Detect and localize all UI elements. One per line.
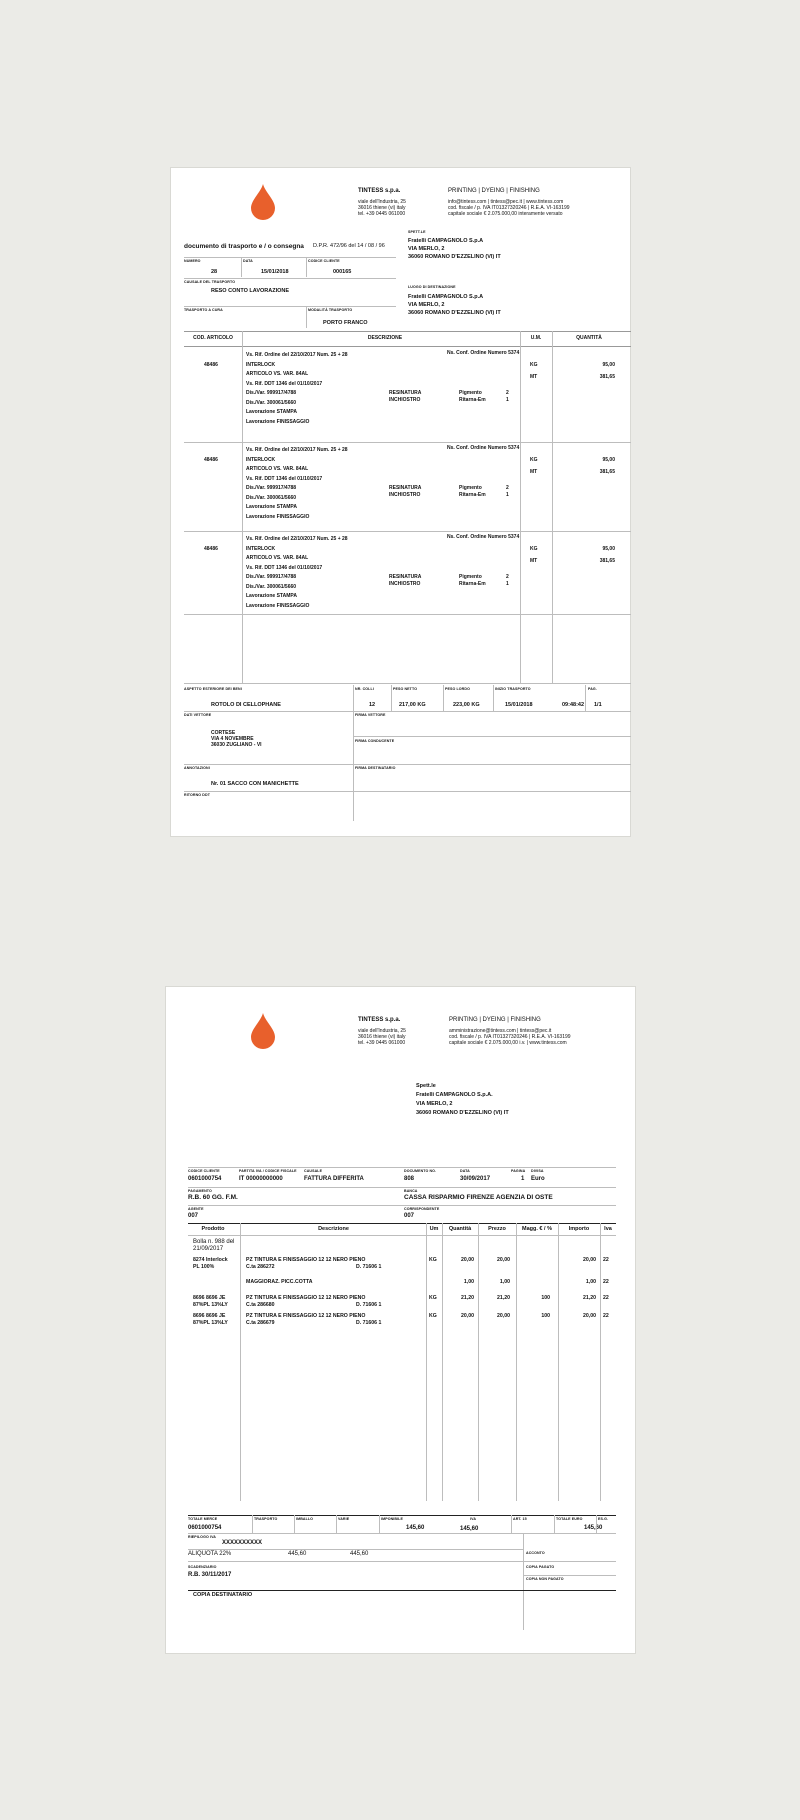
row-vat: 22: [603, 1313, 609, 1319]
row-price: 20,00: [497, 1313, 510, 1319]
tintess-logo-drop-icon: [251, 1013, 275, 1049]
item-um-2: MT: [530, 374, 538, 380]
copia-non-pagato-label: COPIA NON PAGATO: [526, 1577, 564, 1581]
item-quantity-2: 381,65: [599, 374, 615, 380]
row-surcharge: 100: [541, 1313, 550, 1319]
item-um-1: KG: [530, 457, 538, 463]
piva-value: IT 00000000000: [239, 1176, 283, 1182]
copia-destinatario: COPIA DESTINATARIO: [193, 1592, 253, 1598]
item-description-line: Dis./Var. 999917/4788: [246, 574, 297, 580]
firma-conducente-label: FIRMA CONDUCENTE: [355, 739, 395, 743]
ddt-client-code: 000165: [333, 269, 352, 275]
scadenziario-label: SCADENZIARIO: [188, 1565, 217, 1569]
item-component-count-2: 1: [506, 397, 509, 403]
pagina-label: PAGINA: [511, 1169, 526, 1173]
pagamento-label: PAGAMENTO: [188, 1189, 212, 1193]
row-price: 1,00: [499, 1279, 510, 1285]
row-vat: 22: [603, 1257, 609, 1263]
company-capital: capitale sociale € 2.075.000,00 interamente versato: [448, 211, 563, 217]
recipient-name: Fratelli CAMPAGNOLO S.p.A: [408, 238, 484, 244]
item-quantity-1: 95,00: [602, 362, 615, 368]
row-product-line: PL 100%: [193, 1264, 215, 1270]
colli-label: NR. COLLI: [355, 687, 374, 691]
row-vat: 22: [603, 1295, 609, 1301]
invoice-sheet: [165, 986, 636, 1654]
company-capital: capitale sociale € 2.075.000,00 i.v. | www.tintess.com: [449, 1040, 567, 1046]
row-um: KG: [429, 1295, 437, 1301]
item-description-line: ARTICOLO VS. VAR. 84AL: [246, 466, 309, 472]
document-dpr: D.P.R. 472/96 del 14 / 08 / 96: [313, 243, 385, 249]
item-code: 48486: [204, 546, 218, 552]
row-description-line: PZ TINTURA E FINISSAGGIO 12 12 NERO PIENO: [246, 1257, 366, 1263]
corrispondente-value: 007: [404, 1213, 415, 1219]
row-reference: D. 71606 1: [356, 1320, 382, 1326]
ddt-date: 15/01/2018: [261, 269, 289, 275]
recipient-city: 36060 ROMANO D'EZZELINO (VI) IT: [416, 1110, 509, 1116]
item-description-line: ARTICOLO VS. VAR. 84AL: [246, 555, 309, 561]
item-description-line: Dis./Var. 999917/4788: [246, 390, 297, 396]
item-material-2: INCHIOSTRO: [389, 492, 421, 498]
row-reference: D. 71606 1: [356, 1302, 382, 1308]
item-material-2: INCHIOSTRO: [389, 397, 421, 403]
col-header-um: U.M.: [530, 335, 542, 341]
divisa-label: DIVISA: [531, 1169, 544, 1173]
col-header-description: Descrizione: [318, 1226, 349, 1232]
item-component-2: Ritarna-Em: [459, 397, 486, 403]
spett-label: Spett.le: [416, 1083, 436, 1089]
data-value: 30/09/2017: [460, 1176, 491, 1182]
vettore-label: DATI VETTORE: [184, 713, 212, 717]
item-material-2: INCHIOSTRO: [389, 581, 421, 587]
item-description-line: Vs. Rif. Ordine del 22/10/2017 Num. 25 + 28: [246, 447, 348, 453]
varie-label: VARIE: [338, 1517, 350, 1521]
trasporto-label: TRASPORTO A CURA: [184, 308, 223, 312]
item-description-line: Dis./Var. 300061/5660: [246, 494, 297, 501]
item-description-line: INTERLOCK: [246, 361, 276, 368]
causale-value: RESO CONTO LAVORAZIONE: [211, 288, 290, 294]
company-address-1: viale dell'Industria, 25: [358, 199, 406, 205]
riepilogo-value-1: 445,60: [288, 1551, 307, 1557]
item-description-line: Vs. Rif. Ordine del 22/10/2017 Num. 25 + 28: [246, 536, 348, 542]
documento-label: DOCUMENTO NO.: [404, 1169, 437, 1173]
item-component-count-1: 2: [506, 574, 509, 580]
row-product-line: 8696 8696 JE: [193, 1313, 226, 1319]
item-confirmation: Ns. Conf. Ordine Numero 5374: [447, 534, 520, 540]
copia-pagato-label: COPIA PAGATO: [526, 1565, 555, 1569]
transport-document-sheet: [170, 167, 631, 837]
row-price: 20,00: [497, 1257, 510, 1263]
col-header-amount: Importo: [568, 1226, 590, 1232]
ddt-number: 28: [211, 269, 218, 275]
item-description-line: Lavorazione STAMPA: [246, 409, 297, 415]
pag-label: PAG.: [588, 687, 597, 691]
item-component-count-2: 1: [506, 492, 509, 498]
row-reference: D. 71606 1: [356, 1264, 382, 1270]
item-material-1: RESINATURA: [389, 485, 422, 491]
row-description-line: C.ta 286272: [246, 1264, 275, 1270]
riepilogo-label: RIEPILOGO IVA: [188, 1535, 216, 1539]
recipient-city: 36060 ROMANO D'EZZELINO (VI) IT: [408, 254, 501, 260]
inizio-trasporto-time: 09:48:42: [562, 702, 585, 708]
item-description-line: INTERLOCK: [246, 456, 276, 463]
aspetto-label: ASPETTO ESTERIORE DEI BENI: [184, 687, 242, 691]
row-amount: 20,00: [583, 1313, 596, 1319]
company-contacts: amministrazione@tintess.com | tintess@pec.it: [449, 1028, 552, 1034]
documento-value: 808: [404, 1176, 415, 1182]
company-address-1: viale dell'Industria, 25: [358, 1028, 406, 1034]
row-product-line: 8274 Interlock: [193, 1257, 228, 1263]
row-vat: 22: [603, 1279, 609, 1285]
inizio-trasporto-date: 15/01/2018: [505, 702, 533, 708]
item-description-line: Dis./Var. 999917/4788: [246, 485, 297, 491]
imponibile-label: IMPONIBILE: [381, 1517, 403, 1521]
row-amount: 1,00: [585, 1279, 596, 1285]
imballo-label: IMBALLO: [296, 1517, 314, 1521]
item-component-2: Ritarna-Em: [459, 581, 486, 587]
iva-label: IVA: [470, 1517, 477, 1521]
codice-cliente-label: CODICE CLIENTE: [188, 1169, 220, 1173]
row-description-line: C.ta 286679: [246, 1320, 275, 1326]
item-description-line: Lavorazione FINISSAGGIO: [246, 602, 310, 609]
item-um-2: MT: [530, 469, 538, 475]
col-header-quantity: Quantità: [448, 1226, 472, 1232]
peso-netto-value: 217,00 KG: [399, 702, 426, 708]
company-name: TINTESS s.p.a.: [358, 1017, 401, 1023]
aliquota-value: ALIQUOTA 22%: [188, 1551, 232, 1557]
company-services: PRINTING | DYEING | FINISHING: [449, 1017, 541, 1023]
annotazioni-value: Nr. 01 SACCO CON MANICHETTE: [211, 781, 299, 787]
agente-value: 007: [188, 1213, 199, 1219]
vettore-street: VIA 4 NOVEMBRE: [211, 736, 254, 742]
riepilogo-value-2: 445,60: [350, 1551, 369, 1557]
item-description-line: INTERLOCK: [246, 545, 276, 552]
row-amount: 20,00: [583, 1257, 596, 1263]
row-price: 21,20: [497, 1295, 510, 1301]
peso-lordo-value: 223,00 KG: [453, 702, 480, 708]
esente-label: ES.G.: [598, 1517, 609, 1521]
item-description-line: ARTICOLO VS. VAR. 84AL: [246, 371, 309, 377]
bolla-line-1: Bolla n. 988 del: [193, 1239, 235, 1245]
peso-lordo-label: PESO LORDO: [445, 687, 470, 691]
firma-destinatario-label: FIRMA DESTINATARIO: [355, 766, 396, 770]
piva-label: PARTITA IVA / CODICE FISCALE: [239, 1169, 297, 1173]
colli-value: 12: [369, 702, 376, 708]
totale-euro-label: TOTALE EURO: [556, 1517, 583, 1521]
annotazioni-label: ANNOTAZIONI: [184, 766, 210, 770]
item-um-1: KG: [530, 546, 538, 552]
data-label: DATA: [243, 259, 253, 263]
item-component-1: Pigmento: [459, 390, 482, 396]
destination-name: Fratelli CAMPAGNOLO S.p.A: [408, 294, 484, 300]
row-surcharge: 100: [541, 1295, 550, 1301]
row-quantity: 21,20: [461, 1295, 474, 1301]
item-description-line: Lavorazione FINISSAGGIO: [246, 418, 310, 425]
item-description-line: Vs. Rif. DDT 1346 del 01/10/2017: [246, 380, 323, 387]
codice-cliente-value: 0601000754: [188, 1176, 222, 1182]
modalita-value: PORTO FRANCO: [323, 320, 368, 326]
divisa-value: Euro: [531, 1176, 545, 1182]
destination-city: 36060 ROMANO D'EZZELINO (VI) IT: [408, 310, 501, 316]
col-header-quantity: QUANTITÀ: [576, 335, 602, 341]
item-code: 48486: [204, 457, 218, 463]
item-description-line: Vs. Rif. Ordine del 22/10/2017 Num. 25 + 28: [246, 352, 348, 358]
item-component-1: Pigmento: [459, 485, 482, 491]
recipient-street: VIA MERLO, 2: [408, 246, 445, 252]
acconto-label: ACCONTO: [526, 1551, 545, 1555]
causale-label: CAUSALE: [304, 1169, 323, 1173]
trasporto-label: TRASPORTO: [254, 1517, 278, 1521]
iva-total-value: 145,60: [460, 1526, 479, 1532]
item-description-line: Lavorazione FINISSAGGIO: [246, 513, 310, 520]
item-description-line: Vs. Rif. DDT 1346 del 01/10/2017: [246, 564, 323, 571]
item-code: 48486: [204, 362, 218, 368]
row-amount: 21,20: [583, 1295, 596, 1301]
item-confirmation: Ns. Conf. Ordine Numero 5374: [447, 445, 520, 451]
aspetto-value: ROTOLO DI CELLOPHANE: [211, 702, 281, 708]
item-component-count-1: 2: [506, 390, 509, 396]
row-product-line: 87%PL 13%LY: [193, 1320, 228, 1326]
ritorno-label: RITORNO DDT: [184, 793, 210, 797]
causale-value: FATTURA DIFFERITA: [304, 1176, 364, 1182]
imponibile-value: 145,60: [406, 1525, 425, 1531]
company-phone: tel. +39 0445 061000: [358, 211, 406, 217]
row-quantity: 20,00: [461, 1257, 474, 1263]
codice-cliente-label: CODICE CLIENTE: [308, 259, 340, 263]
causale-label: CAUSALE DEL TRASPORTO: [184, 280, 236, 284]
col-header-um: Um: [429, 1226, 439, 1232]
vettore-city: 36030 ZUGLIANO - VI: [211, 742, 262, 748]
item-confirmation: Ns. Conf. Ordine Numero 5374: [447, 350, 520, 356]
row-description-line: PZ TINTURA E FINISSAGGIO 12 12 NERO PIENO: [246, 1295, 366, 1301]
company-address-2: 36016 thiene (vi) italy: [358, 1034, 406, 1040]
row-description-line: PZ TINTURA E FINISSAGGIO 12 12 NERO PIENO: [246, 1313, 366, 1319]
item-description-line: Dis./Var. 300061/5660: [246, 583, 297, 590]
riepilogo-code: XXXXXXXXXX: [222, 1540, 263, 1546]
item-quantity-1: 95,00: [602, 457, 615, 463]
art15-label: ART. 15: [513, 1517, 527, 1521]
item-quantity-2: 381,65: [599, 469, 615, 475]
bolla-line-2: 21/09/2017: [193, 1246, 224, 1252]
numero-label: NUMERO: [184, 259, 201, 263]
row-um: KG: [429, 1313, 437, 1319]
company-phone: tel. +39 0445 061000: [358, 1040, 406, 1046]
company-fiscal-info: cod. fiscale / p. IVA IT01327320246 | R.E.A. VI-163199: [449, 1034, 571, 1040]
item-description-line: Vs. Rif. DDT 1346 del 01/10/2017: [246, 475, 323, 482]
row-product-line: 8696 8696 JE: [193, 1295, 226, 1301]
col-header-surcharge: Magg. € / %: [522, 1226, 552, 1232]
destination-street: VIA MERLO, 2: [408, 302, 445, 308]
item-quantity-2: 381,65: [599, 558, 615, 564]
destination-label: LUOGO DI DESTINAZIONE: [408, 285, 456, 289]
company-address-2: 36016 thiene (vi) italy: [358, 205, 406, 211]
totale-merce-value: 0601000754: [188, 1525, 222, 1531]
recipient-name: Fratelli CAMPAGNOLO S.p.A.: [416, 1092, 493, 1098]
totale-euro-value: 145,60: [584, 1525, 603, 1531]
modalita-label: MODALITÀ TRASPORTO: [308, 308, 353, 312]
item-material-1: RESINATURA: [389, 390, 422, 396]
col-header-vat: Iva: [604, 1226, 612, 1232]
item-component-count-2: 1: [506, 581, 509, 587]
company-name: TINTESS s.p.a.: [358, 188, 401, 194]
document-title: documento di trasporto e / o consegna: [184, 243, 304, 250]
item-material-1: RESINATURA: [389, 574, 422, 580]
item-um-1: KG: [530, 362, 538, 368]
pagina-value: 1: [521, 1176, 525, 1182]
company-services: PRINTING | DYEING | FINISHING: [448, 188, 540, 194]
item-component-2: Ritarna-Em: [459, 492, 486, 498]
row-quantity: 20,00: [461, 1313, 474, 1319]
recipient-street: VIA MERLO, 2: [416, 1101, 453, 1107]
col-header-product: Prodotto: [201, 1226, 225, 1232]
tintess-logo-drop-icon: [251, 184, 275, 220]
row-um: KG: [429, 1257, 437, 1263]
company-fiscal-info: cod. fiscale / p. IVA IT01327320246 | R.E.A. VI-163199: [448, 205, 570, 211]
item-description-line: Lavorazione STAMPA: [246, 593, 297, 599]
pag-value: 1/1: [594, 702, 602, 708]
pagamento-value: R.B. 60 GG. F.M.: [188, 1194, 238, 1201]
agente-label: AGENTE: [188, 1207, 204, 1211]
item-description-line: Dis./Var. 300061/5660: [246, 399, 297, 406]
banca-label: BANCA: [404, 1189, 418, 1193]
item-component-1: Pigmento: [459, 574, 482, 580]
col-header-code: COD. ARTICOLO: [193, 335, 233, 341]
firma-vettore-label: FIRMA VETTORE: [355, 713, 386, 717]
item-component-count-1: 2: [506, 485, 509, 491]
row-description-line: MAGGIORAZ. PICC.COTTA: [246, 1279, 313, 1285]
company-contacts: info@tintess.com | tintess@pec.it | www.tintess.com: [448, 199, 564, 205]
spett-label: SPETT.LE: [408, 230, 426, 234]
corrispondente-label: CORRISPONDENTE: [404, 1207, 440, 1211]
vettore-name: CORTESE: [211, 730, 236, 736]
totale-merce-label: TOTALE MERCE: [188, 1517, 218, 1521]
banca-value: CASSA RISPARMIO FIRENZE AGENZIA DI OSTE: [404, 1194, 553, 1201]
scadenza-value: R.B. 30/11/2017: [188, 1572, 232, 1578]
item-um-2: MT: [530, 558, 538, 564]
data-label: DATA: [460, 1169, 470, 1173]
item-description-line: Lavorazione STAMPA: [246, 504, 297, 510]
item-quantity-1: 95,00: [602, 546, 615, 552]
row-product-line: 87%PL 13%LY: [193, 1302, 228, 1308]
peso-netto-label: PESO NETTO: [393, 687, 418, 691]
row-quantity: 1,00: [463, 1279, 474, 1285]
col-header-price: Prezzo: [488, 1226, 506, 1232]
row-description-line: C.ta 286680: [246, 1302, 275, 1308]
inizio-trasporto-label: INIZIO TRASPORTO: [495, 687, 531, 691]
col-header-description: DESCRIZIONE: [367, 335, 403, 341]
